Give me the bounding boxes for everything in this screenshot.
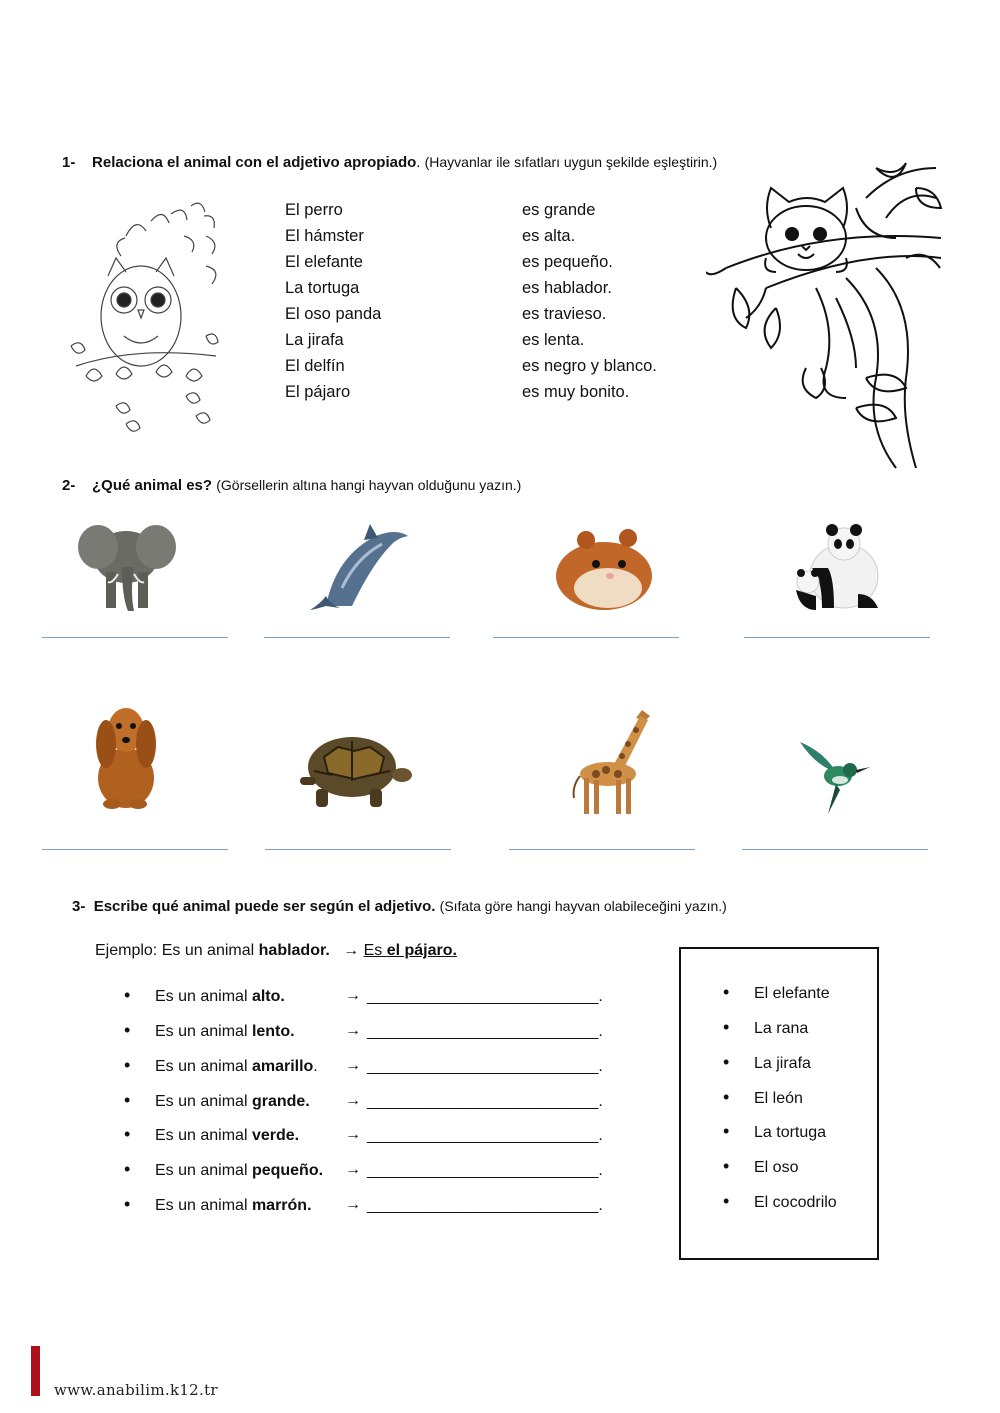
list-item: es grande (522, 201, 596, 219)
answer-blank[interactable]: __________________________. (367, 1162, 603, 1179)
hummingbird-photo (796, 736, 870, 816)
section1-heading (62, 154, 717, 171)
list-item: La tortuga (285, 279, 360, 297)
answer-line[interactable] (42, 637, 228, 638)
answer-blank[interactable]: __________________________. (367, 1093, 603, 1110)
section3-note: (Sıfata göre hangi hayvan olabileceğini yazın.) (439, 898, 727, 914)
section3-heading (72, 898, 727, 915)
giraffe-photo (566, 704, 656, 816)
list-item: es muy bonito. (522, 383, 630, 401)
list-item (155, 1093, 310, 1111)
answer-line[interactable] (42, 849, 228, 850)
arrow-icon: → (345, 1196, 361, 1213)
item-prefix: Es un animal (155, 1093, 252, 1110)
answer-line[interactable] (493, 637, 679, 638)
list-item: El delfín (285, 357, 345, 375)
section1-adjective-list (522, 197, 657, 405)
bullet-icon: • (124, 1194, 131, 1214)
list-item: El oso panda (285, 305, 382, 323)
dog-photo (90, 700, 160, 810)
panda-photo (788, 524, 884, 612)
list-item: es travieso. (522, 305, 607, 323)
bullet-icon: • (124, 1090, 131, 1110)
bullet-icon: • (124, 1055, 131, 1075)
example-row (95, 942, 457, 960)
answer-line[interactable] (509, 849, 695, 850)
answer-blank[interactable]: __________________________. (367, 1058, 603, 1075)
bullet-icon: • (723, 1017, 730, 1037)
item-adjective: grande. (251, 1093, 310, 1110)
section1-note: (Hayvanlar ile sıfatları uygun şekilde eşleştirin.) (424, 154, 718, 170)
section1-period: . (416, 154, 421, 171)
list-item: es negro y blanco. (522, 357, 657, 375)
bullet-icon: • (723, 1087, 730, 1107)
elephant-photo (76, 512, 178, 614)
cat-on-branch-drawing (706, 158, 946, 470)
section3-number: 3- (72, 898, 86, 915)
turtle-photo (294, 727, 412, 813)
dolphin-photo (306, 518, 410, 614)
example-answer-bold: el pájaro. (386, 942, 457, 959)
bullet-icon: • (723, 1156, 730, 1176)
hamster-photo (550, 526, 656, 614)
answer-line[interactable] (264, 637, 450, 638)
item-adjective: lento. (251, 1023, 295, 1040)
list-item (155, 1197, 312, 1215)
bullet-icon: • (124, 985, 131, 1005)
bullet-icon: • (124, 1124, 131, 1144)
word-bank-item: El elefante (754, 985, 830, 1002)
list-item: El perro (285, 201, 343, 219)
bullet-icon: • (124, 1159, 131, 1179)
list-item (155, 1023, 295, 1041)
item-prefix: Es un animal (155, 1162, 252, 1179)
word-bank-item: La tortuga (754, 1124, 827, 1141)
list-item (155, 988, 285, 1006)
arrow-icon: → (345, 987, 361, 1004)
word-bank-item: El oso (754, 1159, 799, 1176)
item-adjective: pequeño. (251, 1162, 324, 1179)
section1-number: 1- (62, 154, 76, 171)
bullet-icon: • (723, 1121, 730, 1141)
section2-number: 2- (62, 477, 76, 494)
arrow-icon: → (345, 1092, 361, 1109)
answer-line[interactable] (265, 849, 451, 850)
answer-blank[interactable]: __________________________. (367, 1197, 603, 1214)
word-bank-item: La jirafa (754, 1055, 811, 1072)
section2-title: ¿Qué animal es? (92, 477, 213, 494)
item-adjective: marrón. (251, 1197, 312, 1214)
section1-title: Relaciona el animal con el adjetivo apropiado (92, 154, 417, 171)
list-item (155, 1127, 299, 1145)
list-item (155, 1058, 318, 1076)
item-adjective: alto. (251, 988, 285, 1005)
list-item: El pájaro (285, 383, 351, 401)
example-prefix: Ejemplo: Es un animal (95, 942, 259, 959)
footer-accent-bar (31, 1346, 40, 1396)
section1-animal-list (285, 197, 381, 405)
list-item: El hámster (285, 227, 364, 245)
item-prefix: Es un animal (155, 1197, 252, 1214)
answer-blank[interactable]: __________________________. (367, 1127, 603, 1144)
list-item (155, 1162, 323, 1180)
list-item: es pequeño. (522, 253, 613, 271)
answer-line[interactable] (744, 637, 930, 638)
section3-title: Escribe qué animal puede ser según el adjetivo. (93, 898, 436, 915)
answer-line[interactable] (742, 849, 928, 850)
word-bank-item: La rana (754, 1020, 809, 1037)
example-answer (364, 942, 457, 959)
list-item: La jirafa (285, 331, 344, 349)
arrow-icon: → (345, 1161, 361, 1178)
list-item: es alta. (522, 227, 576, 245)
bullet-icon: • (723, 1052, 730, 1072)
item-adjective: amarillo (251, 1058, 314, 1075)
section2-note: (Görsellerin altına hangi hayvan olduğunu yazın.) (216, 477, 522, 493)
example-arrow-icon: → (343, 942, 360, 959)
item-prefix: Es un animal (155, 1058, 252, 1075)
item-prefix: Es un animal (155, 988, 252, 1005)
section2-heading (62, 477, 521, 494)
item-prefix: Es un animal (155, 1127, 252, 1144)
list-item: es hablador. (522, 279, 612, 297)
list-item: El elefante (285, 253, 363, 271)
arrow-icon: → (345, 1022, 361, 1039)
item-adjective: verde. (251, 1127, 300, 1144)
footer-website[interactable]: www.anabilim.k12.tr (54, 1381, 218, 1399)
owl-drawing (66, 196, 231, 438)
answer-blank[interactable]: __________________________. (367, 1023, 603, 1040)
arrow-icon: → (345, 1126, 361, 1143)
word-bank-item: El león (754, 1090, 803, 1107)
example-answer-plain: Es (363, 942, 387, 959)
bullet-icon: • (723, 1191, 730, 1211)
item-suffix: . (313, 1058, 318, 1075)
arrow-icon: → (345, 1057, 361, 1074)
word-bank-item: El cocodrilo (754, 1194, 837, 1211)
list-item: es lenta. (522, 331, 585, 349)
bullet-icon: • (124, 1020, 131, 1040)
bullet-icon: • (723, 982, 730, 1002)
item-prefix: Es un animal (155, 1023, 252, 1040)
example-adjective: hablador. (258, 942, 330, 959)
answer-blank[interactable]: __________________________. (367, 988, 603, 1005)
